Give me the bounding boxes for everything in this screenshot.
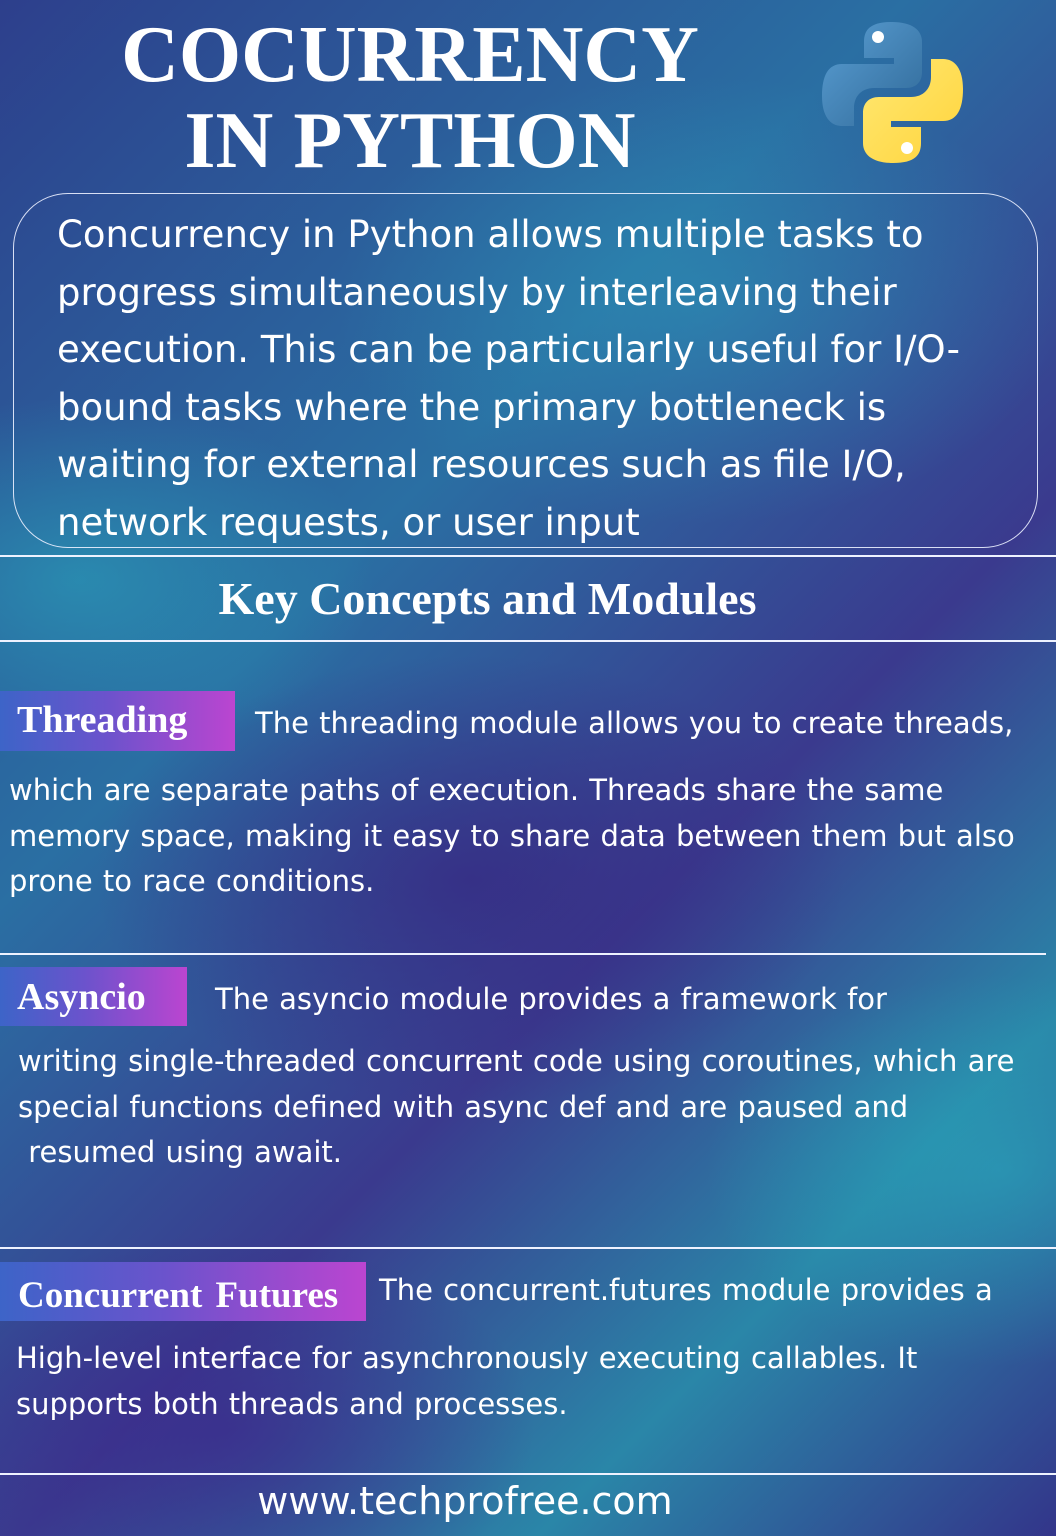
- website-link[interactable]: www.techprofree.com: [257, 1479, 673, 1523]
- futures-line: High-level interface for asynchronously executing callables. It: [16, 1341, 918, 1375]
- intro-line: Concurrency in Python allows multiple tasks to: [57, 213, 924, 256]
- intro-text: [57, 206, 1032, 551]
- asyncio-line: resumed using await.: [18, 1135, 343, 1169]
- threading-tag: Threading: [0, 691, 235, 751]
- python-logo-icon: [820, 20, 965, 165]
- asyncio-description: [18, 1039, 1014, 1176]
- asyncio-lead-text: The asyncio module provides a framework for: [215, 982, 887, 1016]
- concurrent-futures-tag: Concurrent Futures: [0, 1262, 366, 1321]
- intro-line: progress simultaneously by interleaving their: [57, 270, 897, 314]
- intro-line: waiting for external resources such as file I/O,: [57, 443, 906, 486]
- divider: [0, 953, 1046, 955]
- divider: [0, 555, 1056, 557]
- threading-lead-text: The threading module allows you to create threads,: [255, 706, 1014, 740]
- page-title-line-2: IN PYTHON: [184, 97, 636, 185]
- threading-line: prone to race conditions.: [9, 864, 375, 898]
- section-heading: Key Concepts and Modules: [218, 573, 757, 624]
- threading-line: which are separate paths of execution. Threads share the same: [9, 773, 944, 807]
- asyncio-line: special functions defined with async def and are paused and: [18, 1089, 909, 1124]
- divider: [0, 640, 1056, 642]
- futures-line: supports both threads and processes.: [16, 1386, 568, 1421]
- intro-line: bound tasks where the primary bottleneck is: [57, 385, 887, 429]
- asyncio-line: writing single-threaded concurrent code using coroutines, which are: [18, 1044, 1015, 1078]
- asyncio-tag: Asyncio: [0, 967, 187, 1026]
- divider: [0, 1247, 1056, 1249]
- threading-line: memory space, making it easy to share data between them but also: [9, 818, 1015, 853]
- page-title-line-1: COCURRENCY: [121, 11, 699, 99]
- threading-description: [9, 768, 1015, 905]
- futures-description: [16, 1336, 917, 1427]
- intro-line: execution. This can be particularly useful for I/O-: [57, 328, 961, 371]
- intro-line: network requests, or user input: [57, 500, 640, 544]
- futures-lead-text: The concurrent.futures module provides a: [379, 1273, 993, 1307]
